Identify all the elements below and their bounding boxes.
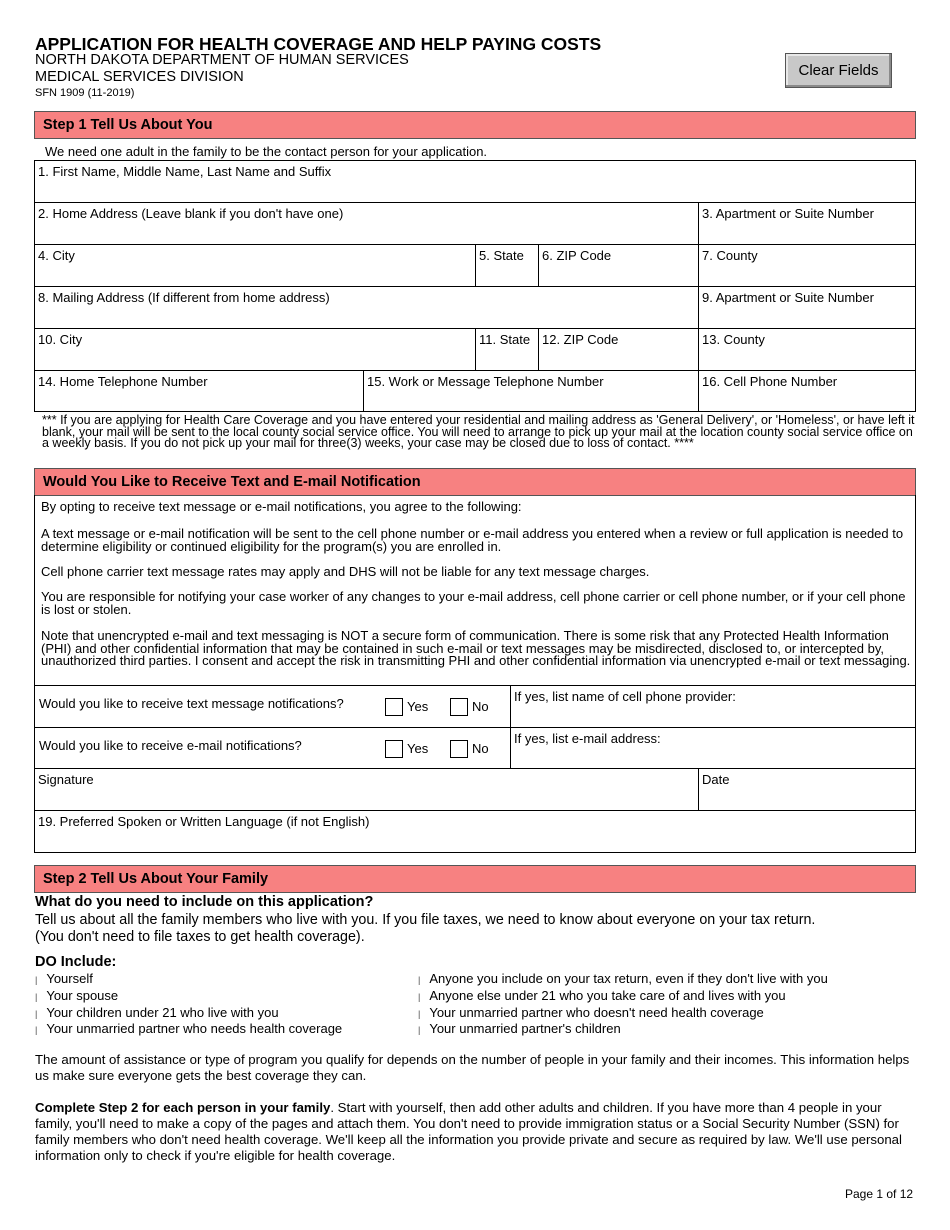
full-name-field[interactable] [34, 160, 916, 203]
notify-terms-review: A text message or e-mail notification will be sent to the cell phone number or e-mail address you entered when a review or full application is needed to determine eligibility or continued eligibility for the program(s) you are enrolled in. [41, 526, 904, 554]
mailing-city-label: 10. City [38, 332, 83, 347]
include-item: | Your unmarried partner who needs health coverage [35, 1021, 343, 1036]
home-phone-field[interactable] [34, 370, 364, 412]
step1-heading: Step 1 Tell Us About You [34, 111, 916, 139]
mailing-county-field[interactable] [698, 328, 916, 371]
home-state-label: 5. State [479, 248, 524, 263]
page-number: Page 1 of 12 [845, 1187, 914, 1201]
mailing-zip-label: 12. ZIP Code [542, 332, 619, 347]
notify-terms-security: Note that unencrypted e-mail and text messaging is NOT a secure form of communication. There is some risk that any Protected Health Information (PHI) and other confidential information that may be contained in such e-mail or text messages may be misdirected, disclosed to, or intercepted by, unauthorized third parties. I consent and accept the risk in transmitting PHI and other confidential information via unencrypted e-mail or text messaging. [41, 628, 911, 668]
signature-label: Signature [38, 772, 94, 787]
preferred-language-label: 19. Preferred Spoken or Written Language (if not English) [38, 814, 370, 829]
mailing-city-field[interactable] [34, 328, 476, 371]
email-notification-row [34, 727, 511, 769]
include-item: | Your spouse [35, 988, 119, 1003]
mailing-apt-field[interactable] [698, 286, 916, 329]
notification-heading: Would You Like to Receive Text and E-mail Notification [34, 468, 916, 496]
general-delivery-note: *** If you are applying for Health Care Coverage and you have entered your residential and mailing address as 'General Delivery', or 'Homeless', or have left it blank, your mail will be sent to the local county social service office. You will need to arrange to pick up your mail at the location county social service office on a weekly basis. If you do not pick up your mail for three(3) weeks, your case may be closed due to loss of contact. **** [42, 413, 915, 450]
work-phone-field[interactable] [363, 370, 699, 412]
notify-terms-intro: By opting to receive text message or e-mail notifications, you agree to the following: [41, 499, 522, 514]
home-city-label: 4. City [38, 248, 75, 263]
text-no-label: No [472, 699, 489, 714]
signature-field[interactable] [34, 768, 699, 811]
home-phone-label: 14. Home Telephone Number [38, 374, 208, 389]
complete-step2-bold: Complete Step 2 for each person in your family [35, 1100, 331, 1115]
step2-question: What do you need to include on this application? [35, 894, 374, 910]
form-title: APPLICATION FOR HEALTH COVERAGE AND HELP PAYING COSTS [35, 34, 602, 54]
cell-provider-label: If yes, list name of cell phone provider: [514, 689, 736, 704]
complete-step2-paragraph [35, 1100, 915, 1164]
include-item: | Your unmarried partner who doesn't need health coverage [418, 1005, 764, 1020]
step2-answer-line1: Tell us about all the family members who live with you. If you file taxes, we need to know about everyone on your tax return. [35, 912, 816, 928]
step1-intro: We need one adult in the family to be the contact person for your application. [45, 144, 488, 159]
text-notification-row [34, 685, 511, 728]
mailing-state-label: 11. State [479, 332, 531, 347]
email-address-label: If yes, list e-mail address: [514, 731, 661, 746]
home-county-field[interactable] [698, 244, 916, 287]
text-notification-question: Would you like to receive text message notifications? [39, 696, 344, 711]
mailing-apt-label: 9. Apartment or Suite Number [702, 290, 874, 305]
email-address-field[interactable] [510, 727, 916, 769]
division-name: MEDICAL SERVICES DIVISION [35, 69, 244, 85]
date-field[interactable] [698, 768, 916, 811]
preferred-language-field[interactable] [34, 810, 916, 853]
text-no-checkbox[interactable] [450, 698, 468, 716]
home-city-field[interactable] [34, 244, 476, 287]
home-address-field[interactable] [34, 202, 699, 245]
full-name-label: 1. First Name, Middle Name, Last Name and Suffix [38, 164, 332, 179]
email-yes-label: Yes [407, 741, 429, 756]
text-yes-label: Yes [407, 699, 429, 714]
email-no-checkbox[interactable] [450, 740, 468, 758]
email-no-label: No [472, 741, 489, 756]
include-item: | Anyone you include on your tax return, even if they don't live with you [418, 971, 828, 986]
home-apt-label: 3. Apartment or Suite Number [702, 206, 874, 221]
home-zip-field[interactable] [538, 244, 699, 287]
step2-answer-line2: (You don't need to file taxes to get health coverage). [35, 929, 365, 945]
mailing-zip-field[interactable] [538, 328, 699, 371]
assistance-paragraph: The amount of assistance or type of program you qualify for depends on the number of people in your family and their incomes. This information helps us make sure everyone gets the best coverage they can. [35, 1052, 910, 1083]
mailing-address-field[interactable] [34, 286, 699, 329]
cell-phone-label: 16. Cell Phone Number [702, 374, 838, 389]
notify-terms-rates: Cell phone carrier text message rates may apply and DHS will not be liable for any text message charges. [41, 564, 650, 579]
include-item: | Anyone else under 21 who you take care of and lives with you [418, 988, 786, 1003]
mailing-address-label: 8. Mailing Address (If different from home address) [38, 290, 330, 305]
notify-terms-responsibility: You are responsible for notifying your case worker of any changes to your e-mail address, cell phone carrier or cell phone number, or if your cell phone is lost or stolen. [41, 589, 906, 617]
department-name: NORTH DAKOTA DEPARTMENT OF HUMAN SERVICES [35, 52, 409, 68]
clear-fields-button[interactable]: Clear Fields [785, 53, 892, 88]
include-item: | Your unmarried partner's children [418, 1021, 621, 1036]
step2-heading: Step 2 Tell Us About Your Family [34, 865, 916, 893]
home-address-label: 2. Home Address (Leave blank if you don't have one) [38, 206, 344, 221]
complete-step2-text: . Start with yourself, then add other adults and children. If you have more than 4 people in your family, you'll need to make a copy of the pages and attach them. You don't need to provide immigration status or a Social Security Number (SSN) for family members who don't need health coverage. We'll keep all the information you provide private and secure as required by law. We'll use personal information only to check if you're eligible for health coverage. [35, 1100, 902, 1163]
include-item: | Yourself [35, 971, 93, 986]
cell-provider-field[interactable] [510, 685, 916, 728]
cell-phone-field[interactable] [698, 370, 916, 412]
date-label: Date [702, 772, 730, 787]
email-yes-checkbox[interactable] [385, 740, 403, 758]
home-apt-field[interactable] [698, 202, 916, 245]
home-state-field[interactable] [475, 244, 539, 287]
mailing-county-label: 13. County [702, 332, 765, 347]
include-item: | Your children under 21 who live with you [35, 1005, 279, 1020]
home-zip-label: 6. ZIP Code [542, 248, 612, 263]
text-yes-checkbox[interactable] [385, 698, 403, 716]
mailing-state-field[interactable] [475, 328, 539, 371]
form-number: SFN 1909 (11-2019) [35, 87, 135, 99]
do-include-heading: DO Include: [35, 954, 117, 970]
email-notification-question: Would you like to receive e-mail notifications? [39, 738, 302, 753]
home-county-label: 7. County [702, 248, 758, 263]
work-phone-label: 15. Work or Message Telephone Number [367, 374, 604, 389]
